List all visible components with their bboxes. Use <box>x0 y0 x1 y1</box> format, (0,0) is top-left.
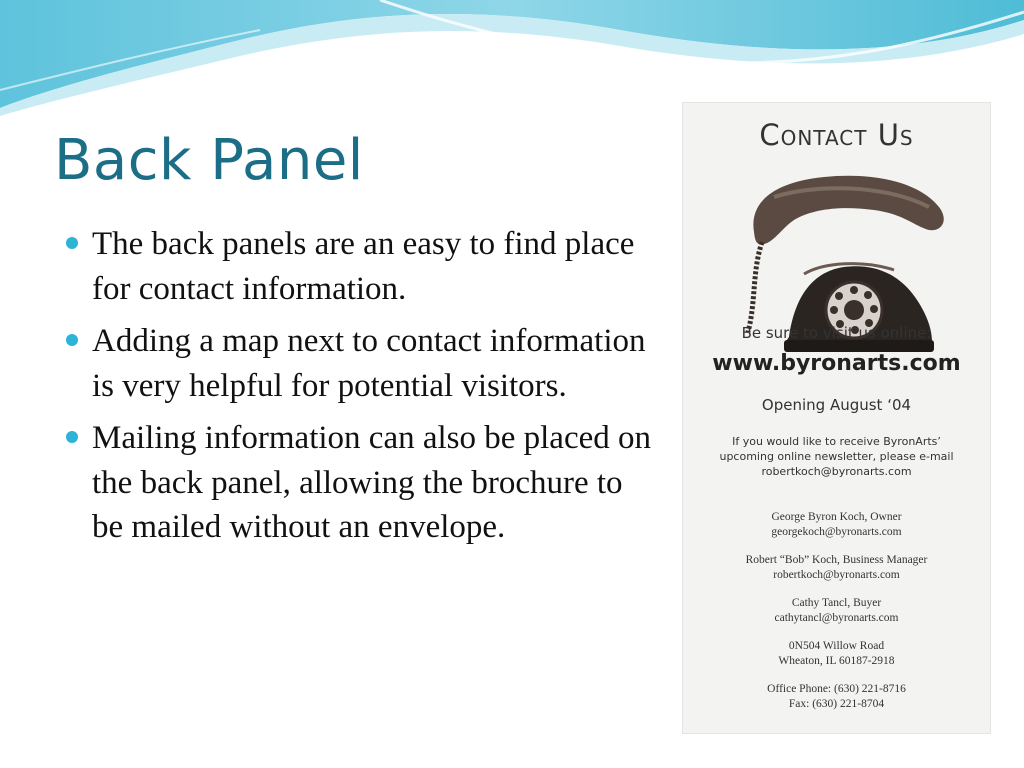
contact-line: Robert “Bob” Koch, Business Manager <box>745 554 928 566</box>
bullet-text: Adding a map next to contact information is very helpful for potential visitors. <box>92 323 646 404</box>
contact-line: Cathy Tancl, Buyer <box>791 597 882 609</box>
newsletter-line: If you would like to receive ByronArts’ <box>732 435 941 448</box>
contact-line: Office Phone: (630) 221-8716 <box>767 683 906 695</box>
bullet-item <box>64 222 654 311</box>
contact-block <box>682 596 991 625</box>
contact-line: George Byron Koch, Owner <box>771 511 902 523</box>
brochure-title: Contact Us <box>759 118 914 152</box>
contact-line: Fax: (630) 221-8704 <box>788 697 885 710</box>
contact-block <box>682 682 991 711</box>
bullet-text: The back panels are an easy to find place for contact information. <box>92 226 635 307</box>
contact-block <box>682 553 991 582</box>
brochure-newsletter-text <box>702 434 971 479</box>
brochure-opening-text: Opening August ‘04 <box>761 396 912 414</box>
contact-line: cathytancl@byronarts.com <box>774 611 899 624</box>
contact-line: robertkoch@byronarts.com <box>773 568 900 581</box>
bullet-list <box>64 222 654 558</box>
brochure-visit-text: Be sure to visit us online: <box>741 324 932 342</box>
contact-line: georgekoch@byronarts.com <box>771 525 902 538</box>
contact-block <box>682 510 991 539</box>
contact-line: 0N504 Willow Road <box>788 640 885 652</box>
brochure-url: www.byronarts.com <box>712 351 961 376</box>
contact-line: Wheaton, IL 60187-2918 <box>778 654 895 667</box>
bullet-dot-icon <box>66 334 78 346</box>
bullet-item <box>64 319 654 408</box>
contact-block <box>682 639 991 668</box>
newsletter-line: upcoming online newsletter, please e-mail <box>719 450 954 463</box>
bullet-dot-icon <box>66 237 78 249</box>
brochure-contacts <box>682 510 991 725</box>
bullet-text: Mailing information can also be placed on the back panel, allowing the brochure to be mailed without an envelope. <box>92 420 652 545</box>
slide-title: Back Panel <box>54 128 364 193</box>
bullet-dot-icon <box>66 431 78 443</box>
bullet-item <box>64 416 654 550</box>
newsletter-line: robertkoch@byronarts.com <box>761 465 912 478</box>
brochure-back-panel-image <box>682 102 991 734</box>
